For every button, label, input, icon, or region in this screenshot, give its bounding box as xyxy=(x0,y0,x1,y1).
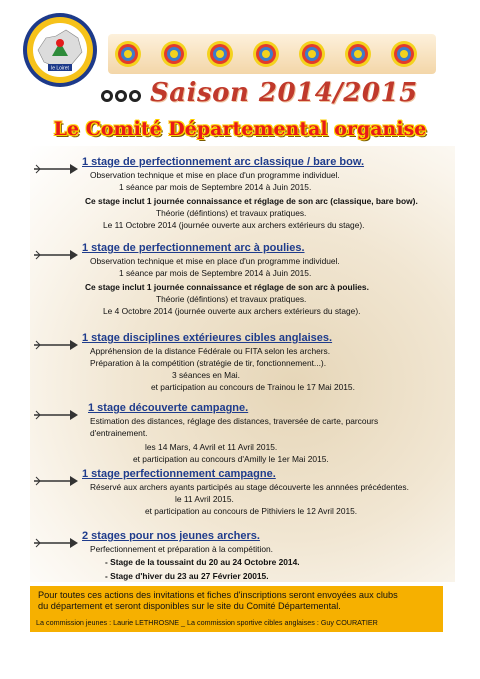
stage-line: le 11 Avril 2015. xyxy=(175,494,234,504)
page-title: Le Comité Départemental organise xyxy=(53,118,427,140)
stage-line: d'entrainement. xyxy=(90,428,148,438)
stage-line: Théorie (défintions) et travaux pratiques. xyxy=(156,294,307,304)
logo-label: le Loiret xyxy=(51,65,69,72)
stage-line: Observation technique et mise en place d'un programme individuel. xyxy=(90,170,340,180)
stage-line: - Stage d'hiver du 23 au 27 Février 20015. xyxy=(105,571,269,581)
stage-line: Ce stage inclut 1 journée connaissance et réglage de son arc à poulies. xyxy=(85,282,369,292)
footer-line: du département et seront disponibles sur le site du Comité Départemental. xyxy=(38,601,341,611)
target-banner xyxy=(108,30,436,78)
stage-line: et participation au concours d'Amilly le 1er Mai 2015. xyxy=(133,454,329,464)
stage-line: Ce stage inclut 1 journée connaissance et réglage de son arc (classique, bare bow). xyxy=(85,196,418,206)
content-area xyxy=(30,146,455,582)
stage-line: Appréhension de la distance Fédérale ou FITA selon les archers. xyxy=(90,346,331,356)
arrow-icon xyxy=(34,339,78,351)
stage-line: 1 séance par mois de Septembre 2014 à Juin 2015. xyxy=(119,182,312,192)
targets-icon xyxy=(100,87,144,105)
footer-line: Pour toutes ces actions des invitations et fiches d'inscriptions seront envoyées aux clubs xyxy=(38,590,398,600)
stage-line: Perfectionnement et préparation à la compétition. xyxy=(90,544,273,554)
stage-title: 1 stage de perfectionnement arc à poulies. xyxy=(82,242,305,254)
arrow-icon xyxy=(34,163,78,175)
footer-box xyxy=(30,586,443,632)
committee-logo xyxy=(22,12,98,88)
stage-line: Préparation à la compétition (stratégie de tir, fonctionnement...). xyxy=(90,358,327,368)
stage-line: les 14 Mars, 4 Avril et 11 Avril 2015. xyxy=(145,442,278,452)
arrow-icon xyxy=(34,409,78,421)
stage-title: 1 stage perfectionnement campagne. xyxy=(82,468,276,480)
stage-line: - Stage de la toussaint du 20 au 24 Octobre 2014. xyxy=(105,557,300,567)
stage-line: Réservé aux archers ayants participés au stage découverte les annnées précédentes. xyxy=(90,482,409,492)
stage-line: 1 séance par mois de Septembre 2014 à Juin 2015. xyxy=(119,268,312,278)
stage-line: et participation au concours de Trainou le 17 Mai 2015. xyxy=(151,382,355,392)
season-title: Saison 2014/2015 xyxy=(150,78,418,108)
stage-line: 3 séances en Mai. xyxy=(172,370,240,380)
arrow-icon xyxy=(34,475,78,487)
stage-line: Le 4 Octobre 2014 (journée ouverte aux archers extérieurs du stage). xyxy=(103,306,361,316)
arrow-icon xyxy=(34,249,78,261)
stage-title: 1 stage découverte campagne. xyxy=(88,402,249,414)
stage-title: 2 stages pour nos jeunes archers. xyxy=(82,530,260,542)
stage-line: Le 11 Octobre 2014 (journée ouverte aux archers extérieurs du stage). xyxy=(103,220,365,230)
stage-line: et participation au concours de Pithiviers le 12 Avril 2015. xyxy=(145,506,358,516)
stage-title: 1 stage de perfectionnement arc classique / bare bow. xyxy=(82,156,365,168)
stage-line: Estimation des distances, réglage des distances, traversée de carte, parcours xyxy=(90,416,379,426)
footer-credits: La commission jeunes : Laurie LETHROSNE _ La commission sportive cibles anglaises : Guy COURATIER xyxy=(36,618,378,627)
stage-line: Observation technique et mise en place d'un programme individuel. xyxy=(90,256,340,266)
stage-title: 1 stage disciplines extérieures cibles anglaises. xyxy=(82,332,333,344)
stage-line: Théorie (défintions) et travaux pratiques. xyxy=(156,208,307,218)
arrow-icon xyxy=(34,537,78,549)
